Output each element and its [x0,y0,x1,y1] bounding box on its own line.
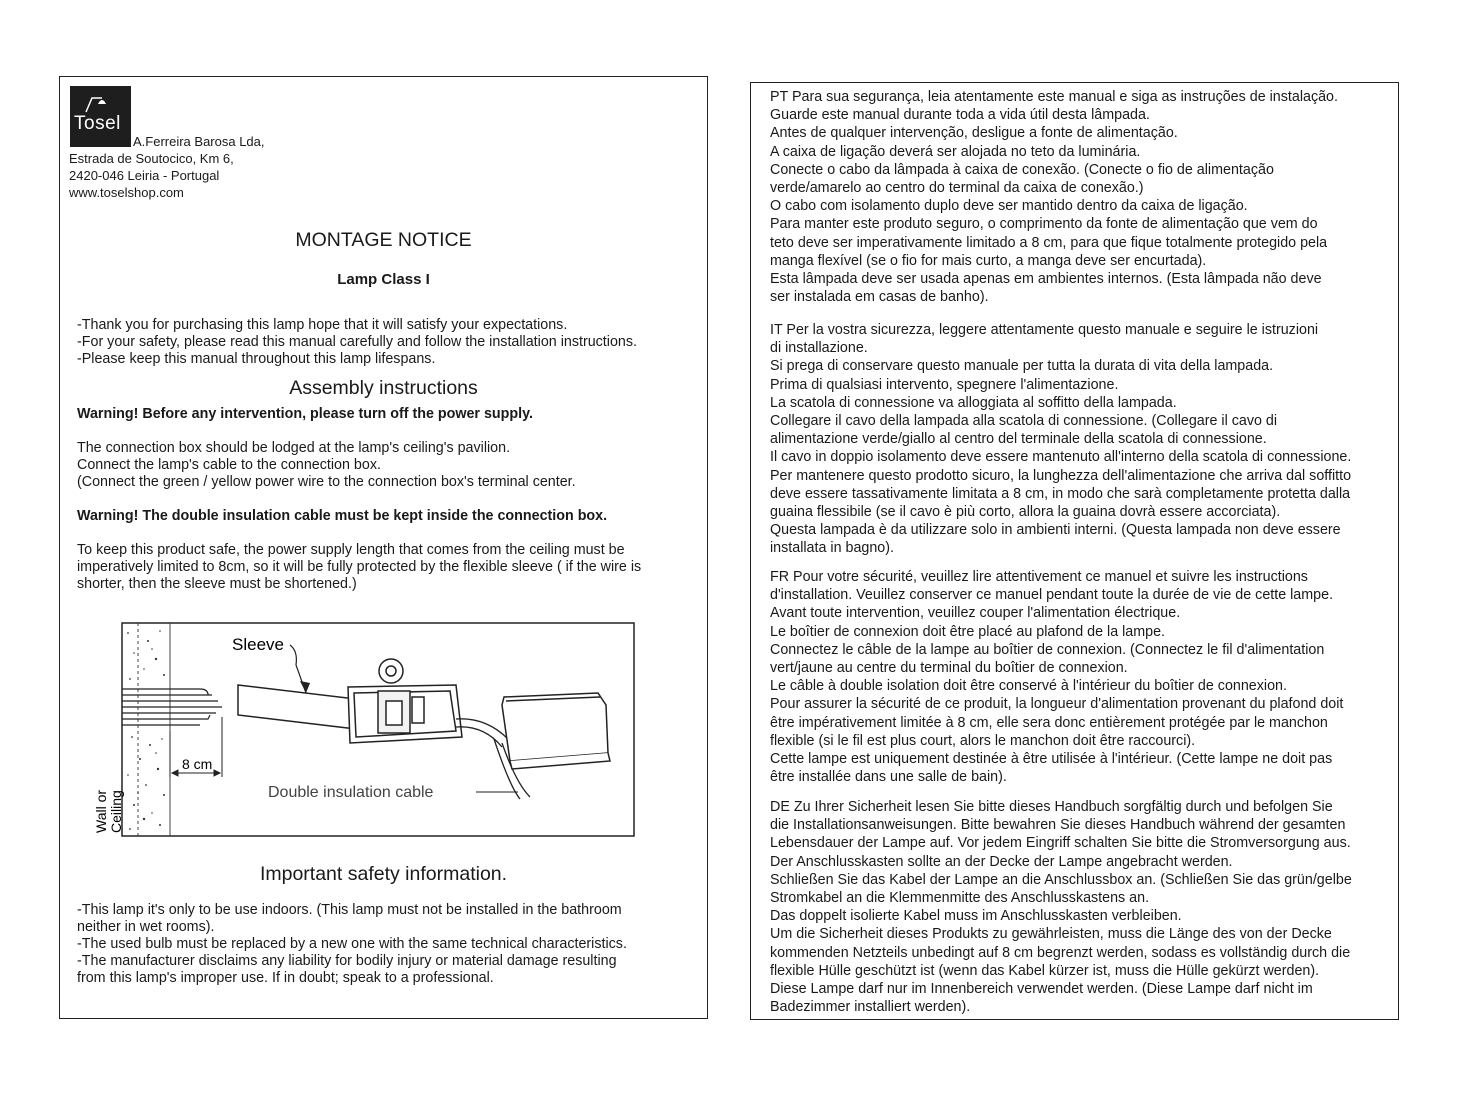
sleeve-label: Sleeve [232,635,284,654]
it-line: Si prega di conservare questo manuale per tutta la durata di vita della lampada. [770,358,1274,375]
keep-safe-line: To keep this product safe, the power supply length that comes from the ceiling must be [77,542,625,558]
de-line: flexible Hülle geschützt ist (wenn das Kabel kürzer ist, muss die Hülle gekürzt werden). [770,962,1320,979]
intro-line: -For your safety, please read this manual carefully and follow the installation instructions. [77,334,637,350]
pt-line: A caixa de ligação deverá ser alojada no teto da luminária. [770,143,1141,160]
pt-line: ser instalada em casas de banho). [770,289,989,306]
cable-label: Double insulation cable [268,784,434,801]
pt-line: O cabo com isolamento duplo deve ser mantido dentro da caixa de ligação. [770,198,1248,215]
wall-label [93,790,124,833]
connection-line: (Connect the green / yellow power wire to the connection box's terminal center. [77,474,576,490]
pt-line: Antes de qualquer intervenção, desligue a fonte de alimentação. [770,125,1178,142]
pt-line: PT Para sua segurança, leia atentamente este manual e siga as instruções de instalação. [770,89,1338,105]
de-line: Diese Lampe darf nur im Innenbereich verwendet werden. (Diese Lampe darf nicht im [770,981,1313,997]
keep-safe-line: shorter, then the sleeve must be shortened.) [77,576,357,592]
pt-line: Guarde este manual durante toda a vida útil desta lâmpada. [770,107,1150,124]
company-street: Estrada de Soutocico, Km 6, [69,151,234,166]
logo-text: Tosel [74,113,121,134]
fr-line: être impérativement limitée à 8 cm, elle sera donc entièrement protégée par le manchon [770,714,1328,731]
installation-diagram [90,619,660,894]
safety-line: -This lamp it's only to be use indoors. (This lamp must not be installed in the bathroom [77,902,622,918]
it-line: Il cavo in doppio isolamento deve essere mantenuto all'interno della scatola di connessione. [770,449,1352,466]
company-website: www.toselshop.com [69,185,184,200]
sleeve-shape [238,685,356,729]
it-line: alimentazione verde/giallo al centro del terminale della scatola di connessione. [770,431,1267,448]
it-line: Questa lampada è da utilizzare solo in ambienti interni. (Questa lampada non deve essere [770,522,1341,539]
lamp-class: Lamp Class I [337,271,430,288]
fr-line: d'installation. Veuillez conserver ce manuel pendant toute la durée de vie de cette lampe. [770,587,1334,604]
fr-line: vert/jaune au centre du terminal du boîtier de connexion. [770,660,1128,676]
connection-box [348,659,462,743]
pt-line: teto deve ser imperativamente limitado a 8 cm, para que fique totalmente protegido pela [770,234,1328,251]
it-line: installata in bagno). [770,540,894,557]
connection-line: Connect the lamp's cable to the connection box. [77,457,381,473]
connection-line: The connection box should be lodged at the lamp's ceiling's pavilion. [77,440,511,456]
de-line: Badezimmer installiert werden). [770,999,971,1016]
power-wires [122,689,222,725]
fr-line: Connectez le câble de la lampe au boîtier de connexion. (Connectez le fil d'alimentation [770,641,1325,658]
dimension-label: 8 cm [182,756,213,772]
it-line: Per mantenere questo prodotto sicuro, la lunghezza dell'alimentazione che arriva dal soffitto [770,467,1352,484]
warning-insulation: Warning! The double insulation cable must be kept inside the connection box. [77,508,608,524]
it-line: La scatola di connessione va alloggiata al soffitto della lampada. [770,394,1177,411]
de-line: kommenden Netzteils unbedingt auf 8 cm begrenzt werden, sodass es vollständig durch die [770,944,1351,961]
safety-line: neither in wet rooms). [77,919,215,935]
company-city: 2420-046 Leiria - Portugal [69,168,220,183]
keep-safe-line: imperatively limited to 8cm, so it will be fully protected by the flexible sleeve ( if the wire is [77,559,642,575]
it-line: di installazione. [770,340,868,357]
lamp-box [502,693,610,769]
fr-line: FR Pour votre sécurité, veuillez lire attentivement ce manuel et suivre les instructions [770,569,1308,585]
de-line: DE Zu Ihrer Sicherheit lesen Sie bitte dieses Handbuch sorgfältig durch und befolgen Sie [770,799,1333,815]
safety-line: -The used bulb must be replaced by a new one with the same technical characteristics. [77,936,627,952]
wall-texture [127,623,170,836]
pt-line: Para manter este produto seguro, o comprimento da fonte de alimentação que vem do [770,216,1318,233]
it-line: Collegare il cavo della lampada alla scatola di connessione. (Collegare il cavo di [770,413,1278,429]
pt-line: manga flexível (se o fio for mais curto, a manga deve ser encurtada). [770,252,1207,269]
safety-line: -The manufacturer disclaims any liability for bodily injury or material damage resulting [77,953,617,969]
pt-line: verde/amarelo ao centro do terminal da caixa de conexão.) [770,180,1144,196]
it-line: deve essere tassativamente limitata a 8 cm, in modo che sarà completamente protetta dalla [770,485,1351,502]
de-line: Der Anschlusskasten sollte an der Decke der Lampe angebracht werden. [770,853,1233,870]
intro-line: -Thank you for purchasing this lamp hope that it will satisfy your expectations. [77,317,568,333]
english-manual-panel [59,76,708,1019]
fr-line: Pour assurer la sécurité de ce produit, la longueur d'alimentation provenant du plafond doit [770,696,1344,713]
de-line: die Installationsanweisungen. Bitte bewahren Sie dieses Handbuch während der gesamten [770,817,1346,834]
svg-text:Ceiling: Ceiling [108,790,124,833]
pt-line: Conecte o cabo da lâmpada à caixa de conexão. (Conecte o fio de alimentação [770,161,1274,178]
multilingual-panel [750,82,1399,1020]
tosel-logo [70,86,131,147]
pt-line: Esta lâmpada deve ser usada apenas em ambientes internos. (Esta lâmpada não deve [770,271,1322,287]
svg-text:Wall or: Wall or [93,789,109,833]
intro-line: -Please keep this manual throughout this lamp lifespans. [77,351,436,367]
fr-line: Le câble à double isolation doit être conservé à l'intérieur du boîtier de connexion. [770,678,1287,695]
fr-line: Le boîtier de connexion doit être placé au plafond de la lampe. [770,623,1166,640]
it-line: guaina flessibile (se il cavo è più corto, allora la guaina dovrà essere accorciata). [770,504,1281,520]
de-line: Das doppelt isolierte Kabel muss im Anschlusskasten verbleiben. [770,908,1182,925]
de-line: Schließen Sie das Kabel der Lampe an die Anschlussbox an. (Schließen Sie das grün/gelbe [770,871,1352,888]
de-line: Lebensdauer der Lampe auf. Vor jedem Eingriff schalten Sie bitte die Stromversorgung aus. [770,835,1351,852]
page-title: MONTAGE NOTICE [295,229,472,251]
fr-line: flexible (si le fil est plus court, alors le manchon doit être raccourci). [770,732,1196,749]
de-line: Um die Sicherheit dieses Produkts zu gewährleisten, muss die Länge des von der Decke [770,926,1332,943]
warning-power: Warning! Before any intervention, please turn off the power supply. [77,406,533,422]
it-line: IT Per la vostra sicurezza, leggere attentamente questo manuale e seguire le istruzioni [770,322,1319,338]
it-line: Prima di qualsiasi intervento, spegnere l'alimentazione. [770,376,1119,393]
fr-line: Avant toute intervention, veuillez couper l'alimentation électrique. [770,605,1181,622]
de-line: Stromkabel an die Klemmenmitte des Anschlusskastens an. [770,890,1150,906]
safety-title: Important safety information. [259,863,508,885]
safety-line: from this lamp's improper use. If in doubt; speak to a professional. [77,970,494,986]
company-name: A.Ferreira Barosa Lda, [133,134,265,149]
fr-line: être installée dans une salle de bain). [770,769,1007,786]
fr-line: Cette lampe est uniquement destinée à être utilisée à l'intérieur. (Cette lampe ne doit pas [770,751,1333,767]
assembly-title: Assembly instructions [289,377,478,399]
